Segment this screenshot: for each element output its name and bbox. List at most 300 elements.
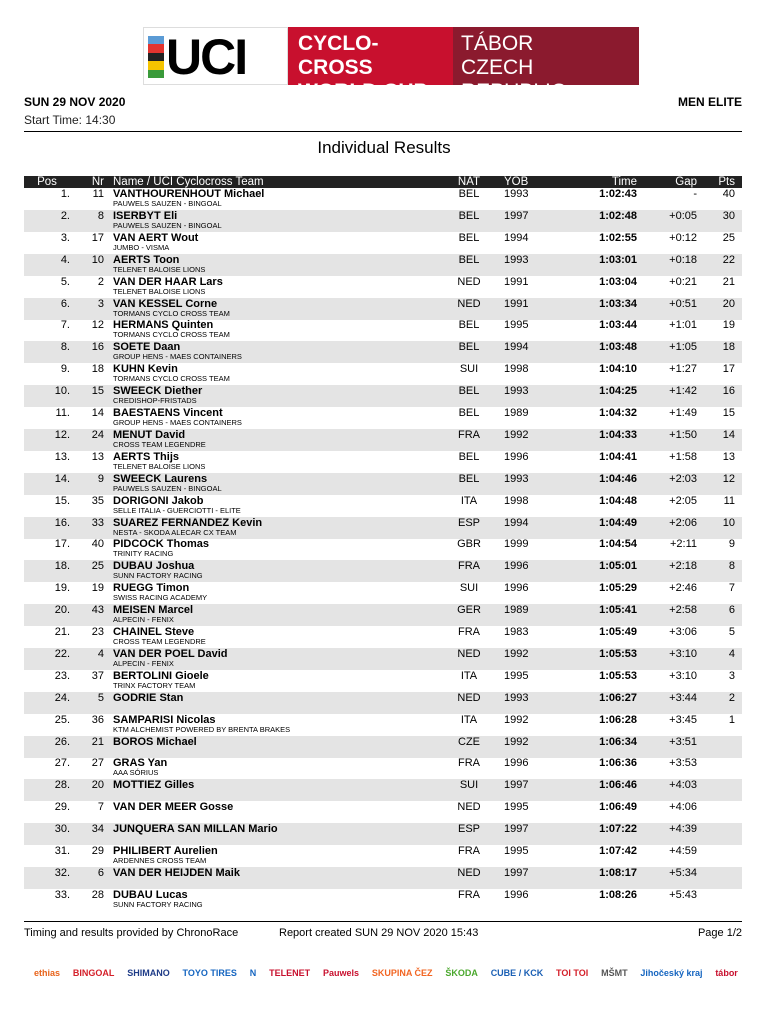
cell-nat: FRA [458,626,480,638]
cell-yob: 1991 [504,297,529,310]
cell-yob: 1998 [504,494,529,507]
city-line-1: TÁBOR [461,32,534,55]
table-row [24,429,742,451]
table-row [24,298,742,320]
cell-gap: +3:44 [669,691,697,704]
cell-nr: 11 [92,188,104,200]
cell-yob: 1997 [504,866,529,879]
cell-gap: +3:53 [669,757,697,770]
cell-name: GRAS Yan [113,757,168,770]
cell-pos: 1. [60,188,70,200]
table-row [24,407,742,429]
page-title: Individual Results [317,138,451,157]
cell-time: 1:05:01 [599,560,637,573]
cell-nat: NED [457,275,481,288]
cell-nr: 7 [97,801,104,814]
cell-gap: +2:58 [669,604,697,617]
cell-name: BOROS Michael [113,735,197,748]
cell-time: 1:04:48 [599,494,637,507]
cell-nat: BEL [458,253,480,266]
cell-yob: 1993 [504,472,529,485]
cell-gap: +1:58 [669,450,697,463]
cell-nr: 27 [91,757,104,770]
cell-yob: 1996 [504,450,529,463]
cell-nr: 14 [91,407,104,419]
cell-nr: 43 [91,604,104,617]
cell-pts: 6 [728,604,735,617]
cell-nr: 34 [91,823,104,836]
cell-yob: 1993 [504,385,529,398]
cell-gap: +1:49 [669,407,697,419]
cup-line-2: WORLD CUP [298,80,428,103]
cell-name: DUBAU Joshua [113,560,195,573]
cell-gap: +0:51 [669,297,697,310]
cell-nr: 25 [91,560,104,573]
race-info [24,95,125,127]
cell-name: VAN DER HAAR Lars [113,275,223,288]
cell-nr: 19 [91,582,104,595]
cell-team: GROUP HENS - MAES CONTAINERS [113,418,242,427]
cell-time: 1:02:43 [599,188,637,200]
cell-team: SUNN FACTORY RACING [113,899,203,909]
cell-nat: BEL [458,385,480,398]
uci-wordmark: UCI [166,29,247,85]
cell-pts: 9 [728,538,735,551]
cell-name: AERTS Toon [113,253,180,266]
cell-gap: +1:27 [669,363,697,376]
cell-pos: 25. [54,713,70,726]
cell-time: 1:04:49 [599,516,637,529]
cell-pos: 9. [60,363,70,376]
cell-nr: 6 [97,866,104,879]
cell-pos: 7. [60,319,70,332]
cell-pts: 7 [728,582,735,595]
cell-team: CROSS TEAM LEGENDRE [113,439,206,449]
cell-nat: BEL [458,188,480,200]
cell-gap: +1:42 [669,385,697,398]
uci-logo [143,27,288,85]
table-row [24,604,742,626]
cell-time: 1:04:54 [599,538,637,551]
cell-pos: 13. [54,450,70,463]
cell-pos: 30. [54,823,70,836]
cell-gap: +2:05 [669,494,697,507]
cell-pts: 40 [722,188,735,200]
cell-nr: 4 [97,647,104,660]
cell-nat: SUI [459,779,479,792]
table-row [24,232,742,254]
cell-yob: 1996 [504,560,529,573]
cell-pts: 19 [722,319,735,332]
cell-nat: FRA [458,428,480,441]
cell-pts: 4 [728,647,735,660]
cell-gap: +2:46 [669,582,697,595]
cell-gap: +0:12 [669,231,697,244]
cell-name: CHAINEL Steve [113,626,195,638]
cell-pts: 12 [722,472,735,485]
table-row [24,560,742,582]
cell-yob: 1996 [504,888,529,901]
cell-name: JUNQUERA SAN MILLAN Mario [113,823,278,836]
cell-gap: +3:45 [669,713,697,726]
cell-gap: +0:18 [669,253,697,266]
cell-time: 1:04:33 [599,428,637,441]
cell-time: 1:06:46 [599,779,637,792]
cell-team: GROUP HENS - MAES CONTAINERS [113,352,242,362]
cell-gap: +1:50 [669,428,697,441]
sponsor-logo: TOYO TIRES [182,967,237,978]
cell-nat: BEL [458,450,480,463]
cell-pos: 19. [54,582,70,595]
cell-nat: ESP [457,516,480,529]
cell-yob: 1994 [504,516,529,529]
cell-yob: 1992 [504,713,529,726]
cell-nr: 13 [91,450,104,463]
cell-time: 1:04:25 [599,385,637,398]
cell-time: 1:03:34 [599,297,637,310]
table-row [24,276,742,298]
cell-nat: BEL [458,209,480,222]
venue-label [453,27,639,103]
world-cup-label [288,27,453,103]
cell-time: 1:06:49 [599,801,637,814]
cell-gap: +0:05 [669,209,697,222]
cell-nr: 15 [91,385,104,398]
cell-time: 1:04:41 [599,450,637,463]
cell-gap: +0:21 [669,275,697,288]
cell-nr: 17 [91,231,104,244]
cell-yob: 1994 [504,341,529,354]
cell-time: 1:05:53 [599,647,637,660]
cell-pts: 16 [722,385,735,398]
cell-yob: 1998 [504,363,529,376]
cell-pos: 16. [54,516,70,529]
cell-nr: 3 [97,297,104,310]
report-created: Report created SUN 29 NOV 2020 15:43 [279,927,479,939]
cell-gap: +2:11 [669,538,697,551]
cell-gap: +2:06 [669,516,697,529]
cell-yob: 1994 [504,231,529,244]
cell-gap: +4:59 [669,845,697,857]
cell-yob: 1995 [504,845,529,857]
cell-pos: 31. [54,845,70,857]
cell-nat: SUI [459,582,479,595]
cell-team: PAUWELS SAUZEN - BINGOAL [113,220,222,230]
cell-gap: +3:51 [669,735,697,748]
cell-name: DUBAU Lucas [113,888,188,901]
cell-team: CROSS TEAM LEGENDRE [113,637,206,646]
cell-team: PAUWELS SAUZEN - BINGOAL [113,483,222,493]
race-date: SUN 29 NOV 2020 [24,95,126,109]
cell-time: 1:04:10 [599,363,637,376]
sponsor-logo: SHIMANO [127,967,170,978]
cell-team: KTM ALCHEMIST POWERED BY BRENTA BRAKES [113,724,291,734]
cell-name: GODRIE Stan [113,691,184,704]
cell-nr: 9 [97,472,104,485]
cell-nr: 18 [91,363,104,376]
sponsor-logo: TOI TOI [556,967,589,978]
cell-team: SWISS RACING ACADEMY [113,593,208,603]
city-line-2: CZECH REPUBLIC [461,56,567,103]
table-row [24,385,742,407]
cell-team: ALPECIN - FENIX [113,615,174,625]
cell-pos: 24. [54,691,70,704]
cell-time: 1:06:36 [599,757,637,770]
col-time: Time [611,176,637,188]
cell-name: VAN DER POEL David [113,647,228,660]
cell-time: 1:06:34 [599,735,637,748]
cell-pts: 5 [728,626,735,638]
cell-nat: CZE [458,735,480,748]
cell-yob: 1997 [504,209,529,222]
cell-time: 1:03:01 [599,253,637,266]
cell-nr: 8 [97,209,104,222]
cell-pts: 15 [722,407,735,419]
cell-pos: 4. [60,253,70,266]
table-row [24,517,742,539]
cell-pos: 3. [60,231,70,244]
cell-team: ARDENNES CROSS TEAM [113,856,207,865]
cell-pos: 26. [54,735,70,748]
table-row [24,341,742,363]
stripe-black [148,53,164,61]
cell-pts: 2 [728,691,735,704]
cell-pos: 28. [54,779,70,792]
cell-time: 1:05:53 [599,669,637,682]
cell-team: SELLE ITALIA - GUERCIOTTI - ELITE [113,505,241,515]
cell-nr: 5 [97,691,104,704]
cell-pts: 1 [728,713,735,726]
cell-nr: 21 [91,735,104,748]
sponsor-logo: TELENET [269,967,311,978]
cell-pos: 27. [54,757,70,770]
cell-nat: FRA [458,560,480,573]
cell-team: PAUWELS SAUZEN - BINGOAL [113,199,222,208]
cell-pts: 22 [722,253,735,266]
cell-time: 1:08:17 [599,866,637,879]
cell-pts: 18 [722,341,735,354]
cell-name: DORIGONI Jakob [113,494,204,507]
cell-pts: 14 [722,428,735,441]
cell-pos: 20. [54,604,70,617]
cell-pts: 13 [722,450,735,463]
cell-pos: 18. [54,560,70,573]
table-row [24,714,742,736]
cell-nat: NED [457,297,481,310]
header-divider [24,131,742,132]
cell-nr: 23 [91,626,104,638]
cell-pts: 30 [722,209,735,222]
cell-yob: 1996 [504,582,529,595]
cell-pos: 17. [54,538,70,551]
start-time: Start Time: 14:30 [24,113,116,127]
cell-pts: 3 [728,669,735,682]
table-row [24,254,742,276]
page-number: Page 1/2 [697,927,742,939]
cell-pos: 29. [54,801,70,814]
cell-team: CREDISHOP-FRISTADS [113,396,197,406]
cell-pts: 25 [722,231,735,244]
cell-pos: 10. [54,385,70,398]
table-row [24,889,742,911]
cell-nat: GBR [457,538,481,551]
cell-time: 1:06:27 [599,691,637,704]
cell-team: TORMANS CYCLO CROSS TEAM [113,308,230,318]
table-row [24,538,742,560]
cell-name: VAN DER HEIJDEN Maik [113,866,240,879]
cell-team: NESTA - SKODA ALECAR CX TEAM [113,527,237,537]
cell-name: VAN AERT Wout [113,231,199,244]
cell-nat: BEL [458,472,480,485]
cell-team: SUNN FACTORY RACING [113,571,203,581]
cell-name: BAESTAENS Vincent [113,407,223,419]
cell-team: ALPECIN - FENIX [113,658,174,668]
table-row [24,648,742,670]
cell-nat: BEL [458,341,480,354]
sponsor-logos [30,955,742,990]
cell-nr: 29 [91,845,104,857]
cell-nr: 40 [91,538,104,551]
cell-pts: 10 [722,516,735,529]
cell-name: SOETE Daan [113,341,181,354]
cell-nr: 37 [91,669,104,682]
cell-yob: 1983 [504,626,529,638]
cell-team: TRINX FACTORY TEAM [113,680,196,690]
cell-team: TORMANS CYCLO CROSS TEAM [113,374,230,384]
sponsor-logo: SKUPINA ČEZ [371,967,433,978]
cell-nr: 10 [91,253,104,266]
cell-yob: 1993 [504,188,529,200]
sponsor-logo: Pauwels [322,967,359,978]
cell-yob: 1992 [504,735,529,748]
col-nat: NAT [457,176,481,188]
timing-credit: Timing and results provided by ChronoRace [24,927,239,939]
cell-pos: 6. [60,297,70,310]
cell-name: MEISEN Marcel [113,604,194,617]
cell-name: VAN KESSEL Corne [113,297,218,310]
col-name: Name / UCI Cyclocross Team [113,176,264,188]
cell-pos: 12. [54,428,70,441]
sponsor-logo: ethias [34,967,61,978]
table-row [24,692,742,714]
event-banner [143,27,639,103]
cell-gap: +5:34 [669,866,697,879]
table-row [24,845,742,867]
cell-gap: +5:43 [669,888,697,901]
cell-time: 1:06:28 [599,713,637,726]
cell-nat: SUI [459,363,479,376]
col-pos: Pos [37,176,57,188]
cell-time: 1:07:42 [599,845,637,857]
cell-nr: 35 [91,494,104,507]
col-yob: YOB [504,176,529,188]
cell-time: 1:02:48 [599,209,637,222]
cell-gap: +1:01 [669,319,697,332]
cell-team: AAA SÓRIUS [113,768,159,778]
cell-gap: - [693,188,697,200]
cell-nat: FRA [458,845,480,857]
cell-gap: +1:05 [669,341,697,354]
cell-nat: ITA [460,713,478,726]
cell-time: 1:08:26 [599,888,637,901]
table-row [24,495,742,517]
cell-team: JUMBO - VISMA [113,242,170,252]
cell-pts: 20 [722,297,735,310]
cell-yob: 1996 [504,757,529,770]
cell-yob: 1997 [504,823,529,836]
cell-nat: BEL [458,231,480,244]
cell-name: VAN DER MEER Gosse [113,801,234,814]
cell-name: VANTHOURENHOUT Michael [113,188,265,200]
cell-gap: +4:06 [669,801,697,814]
cell-yob: 1997 [504,779,529,792]
cell-name: SUAREZ FERNANDEZ Kevin [113,516,263,529]
cell-pts: 17 [722,363,735,376]
cell-team: TELENET BALOISE LIONS [113,264,206,274]
table-row [24,363,742,385]
table-row [24,582,742,604]
table-row [24,319,742,341]
cell-pos: 8. [60,341,70,354]
cell-name: ISERBYT Eli [113,209,178,222]
table-row [24,188,742,210]
cell-name: SWEECK Diether [113,385,203,398]
footer-divider [24,921,742,922]
table-row [24,779,742,801]
cell-nr: 20 [91,779,104,792]
cell-pos: 14. [54,472,70,485]
cell-pos: 5. [60,275,70,288]
cell-time: 1:05:49 [599,626,637,638]
cell-time: 1:02:55 [599,231,637,244]
table-row [24,867,742,889]
cell-yob: 1989 [504,407,529,419]
cell-time: 1:05:29 [599,582,637,595]
cell-name: PHILIBERT Aurelien [113,845,218,857]
cell-pos: 11. [55,407,70,419]
table-row [24,626,742,648]
table-row [24,757,742,779]
table-row [24,670,742,692]
cell-name: AERTS Thijs [113,450,180,463]
cell-time: 1:04:32 [599,407,637,419]
cell-time: 1:07:22 [599,823,637,836]
race-category: MEN ELITE [677,95,742,109]
cell-gap: +2:18 [669,560,697,573]
cup-line-1: CYCLO-CROSS [298,32,379,79]
cell-nr: 33 [91,516,104,529]
cell-pos: 2. [60,209,70,222]
cell-time: 1:03:44 [599,319,637,332]
cell-yob: 1995 [504,319,529,332]
cell-nr: 12 [91,319,104,332]
cell-yob: 1995 [504,669,529,682]
cell-pts: 21 [722,275,735,288]
cell-nat: NED [457,801,481,814]
cell-name: SWEECK Laurens [113,472,208,485]
cell-gap: +3:06 [669,626,697,638]
cell-team: TRINITY RACING [113,549,174,559]
stripe-green [148,70,164,78]
cell-time: 1:04:46 [599,472,637,485]
cell-nat: ITA [460,669,478,682]
cell-yob: 1992 [504,428,529,441]
sponsor-logo: BINGOAL [72,967,115,978]
cell-time: 1:03:04 [599,275,637,288]
cell-name: PIDCOCK Thomas [113,538,209,551]
cell-name: MOTTIEZ Gilles [113,779,195,792]
cell-team: TORMANS CYCLO CROSS TEAM [113,330,230,340]
